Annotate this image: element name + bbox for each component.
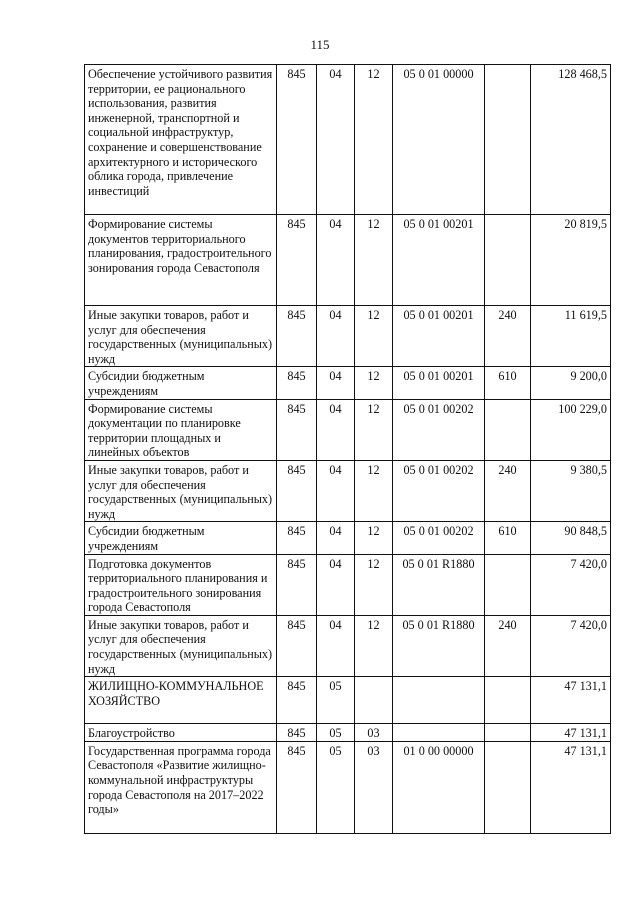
subsection-code-cell: 12	[355, 65, 393, 215]
amount-cell: 7 420,0	[531, 615, 611, 676]
item-name-cell: Обеспечение устойчивого развития территории, ее рационального использования, развития инженерной, транспортной и социальной инфраструктур, сохранение и совершенствование архитектурного и исторического облика города, привлечение инвестиций	[85, 65, 277, 215]
table-row	[85, 367, 611, 399]
section-code-cell: 04	[317, 554, 355, 615]
ministry-code-cell: 845	[277, 460, 317, 521]
section-code-cell: 04	[317, 460, 355, 521]
budget-table-body	[85, 65, 611, 834]
expense-type-cell	[485, 741, 531, 833]
expense-type-cell: 240	[485, 306, 531, 367]
table-row	[85, 615, 611, 676]
expense-type-cell: 610	[485, 522, 531, 554]
subsection-code-cell: 12	[355, 215, 393, 306]
item-name-cell: Иные закупки товаров, работ и услуг для обеспечения государственных (муниципальных) нужд	[85, 460, 277, 521]
ministry-code-cell: 845	[277, 399, 317, 460]
section-code-cell: 04	[317, 306, 355, 367]
amount-cell: 47 131,1	[531, 677, 611, 724]
target-article-cell: 05 0 01 00202	[393, 460, 485, 521]
subsection-code-cell: 12	[355, 615, 393, 676]
ministry-code-cell: 845	[277, 615, 317, 676]
section-code-cell: 04	[317, 399, 355, 460]
ministry-code-cell: 845	[277, 724, 317, 742]
table-row	[85, 215, 611, 306]
amount-cell: 128 468,5	[531, 65, 611, 215]
target-article-cell: 05 0 01 00201	[393, 306, 485, 367]
subsection-code-cell: 03	[355, 724, 393, 742]
subsection-code-cell: 12	[355, 367, 393, 399]
target-article-cell: 05 0 01 00000	[393, 65, 485, 215]
item-name-cell: Государственная программа города Севастополя «Развитие жилищно-коммунальной инфраструктуры города Севастополя на 2017–2022 годы»	[85, 741, 277, 833]
item-name-cell: ЖИЛИЩНО-КОММУНАЛЬНОЕ ХОЗЯЙСТВО	[85, 677, 277, 724]
table-row	[85, 399, 611, 460]
ministry-code-cell: 845	[277, 677, 317, 724]
subsection-code-cell	[355, 677, 393, 724]
subsection-code-cell: 12	[355, 460, 393, 521]
subsection-code-cell: 12	[355, 554, 393, 615]
target-article-cell: 05 0 01 00201	[393, 215, 485, 306]
table-row	[85, 65, 611, 215]
subsection-code-cell: 12	[355, 522, 393, 554]
amount-cell: 47 131,1	[531, 724, 611, 742]
expense-type-cell	[485, 399, 531, 460]
expense-type-cell: 240	[485, 615, 531, 676]
amount-cell: 20 819,5	[531, 215, 611, 306]
table-row	[85, 306, 611, 367]
target-article-cell: 05 0 01 00202	[393, 522, 485, 554]
item-name-cell: Благоустройство	[85, 724, 277, 742]
item-name-cell: Субсидии бюджетным учреждениям	[85, 522, 277, 554]
table-row	[85, 460, 611, 521]
ministry-code-cell: 845	[277, 306, 317, 367]
amount-cell: 100 229,0	[531, 399, 611, 460]
page-number: 115	[310, 37, 330, 52]
item-name-cell: Формирование системы документации по планировке территории площадных и линейных объектов	[85, 399, 277, 460]
expense-type-cell	[485, 215, 531, 306]
section-code-cell: 04	[317, 522, 355, 554]
target-article-cell	[393, 724, 485, 742]
subsection-code-cell: 03	[355, 741, 393, 833]
expense-type-cell	[485, 677, 531, 724]
target-article-cell: 05 0 01 R1880	[393, 554, 485, 615]
item-name-cell: Субсидии бюджетным учреждениям	[85, 367, 277, 399]
section-code-cell: 04	[317, 65, 355, 215]
expense-type-cell: 610	[485, 367, 531, 399]
subsection-code-cell: 12	[355, 399, 393, 460]
subsection-code-cell: 12	[355, 306, 393, 367]
ministry-code-cell: 845	[277, 741, 317, 833]
item-name-cell: Иные закупки товаров, работ и услуг для обеспечения государственных (муниципальных) нужд	[85, 615, 277, 676]
item-name-cell: Подготовка документов территориального планирования и градостроительного зонирования города Севастополя	[85, 554, 277, 615]
expense-type-cell	[485, 65, 531, 215]
item-name-cell: Иные закупки товаров, работ и услуг для обеспечения государственных (муниципальных) нужд	[85, 306, 277, 367]
expense-type-cell: 240	[485, 460, 531, 521]
table-row	[85, 741, 611, 833]
ministry-code-cell: 845	[277, 522, 317, 554]
amount-cell: 11 619,5	[531, 306, 611, 367]
amount-cell: 9 380,5	[531, 460, 611, 521]
table-row	[85, 554, 611, 615]
table-row	[85, 522, 611, 554]
section-code-cell: 04	[317, 615, 355, 676]
section-code-cell: 05	[317, 741, 355, 833]
table-row	[85, 724, 611, 742]
ministry-code-cell: 845	[277, 65, 317, 215]
target-article-cell: 05 0 01 R1880	[393, 615, 485, 676]
amount-cell: 9 200,0	[531, 367, 611, 399]
target-article-cell: 05 0 01 00201	[393, 367, 485, 399]
amount-cell: 7 420,0	[531, 554, 611, 615]
target-article-cell	[393, 677, 485, 724]
table-row	[85, 677, 611, 724]
section-code-cell: 05	[317, 677, 355, 724]
ministry-code-cell: 845	[277, 554, 317, 615]
ministry-code-cell: 845	[277, 367, 317, 399]
target-article-cell: 05 0 01 00202	[393, 399, 485, 460]
expense-type-cell	[485, 554, 531, 615]
amount-cell: 47 131,1	[531, 741, 611, 833]
section-code-cell: 04	[317, 367, 355, 399]
amount-cell: 90 848,5	[531, 522, 611, 554]
budget-table	[84, 64, 611, 834]
expense-type-cell	[485, 724, 531, 742]
ministry-code-cell: 845	[277, 215, 317, 306]
section-code-cell: 04	[317, 215, 355, 306]
section-code-cell: 05	[317, 724, 355, 742]
target-article-cell: 01 0 00 00000	[393, 741, 485, 833]
item-name-cell: Формирование системы документов территориального планирования, градостроительного зонирования города Севастополя	[85, 215, 277, 306]
